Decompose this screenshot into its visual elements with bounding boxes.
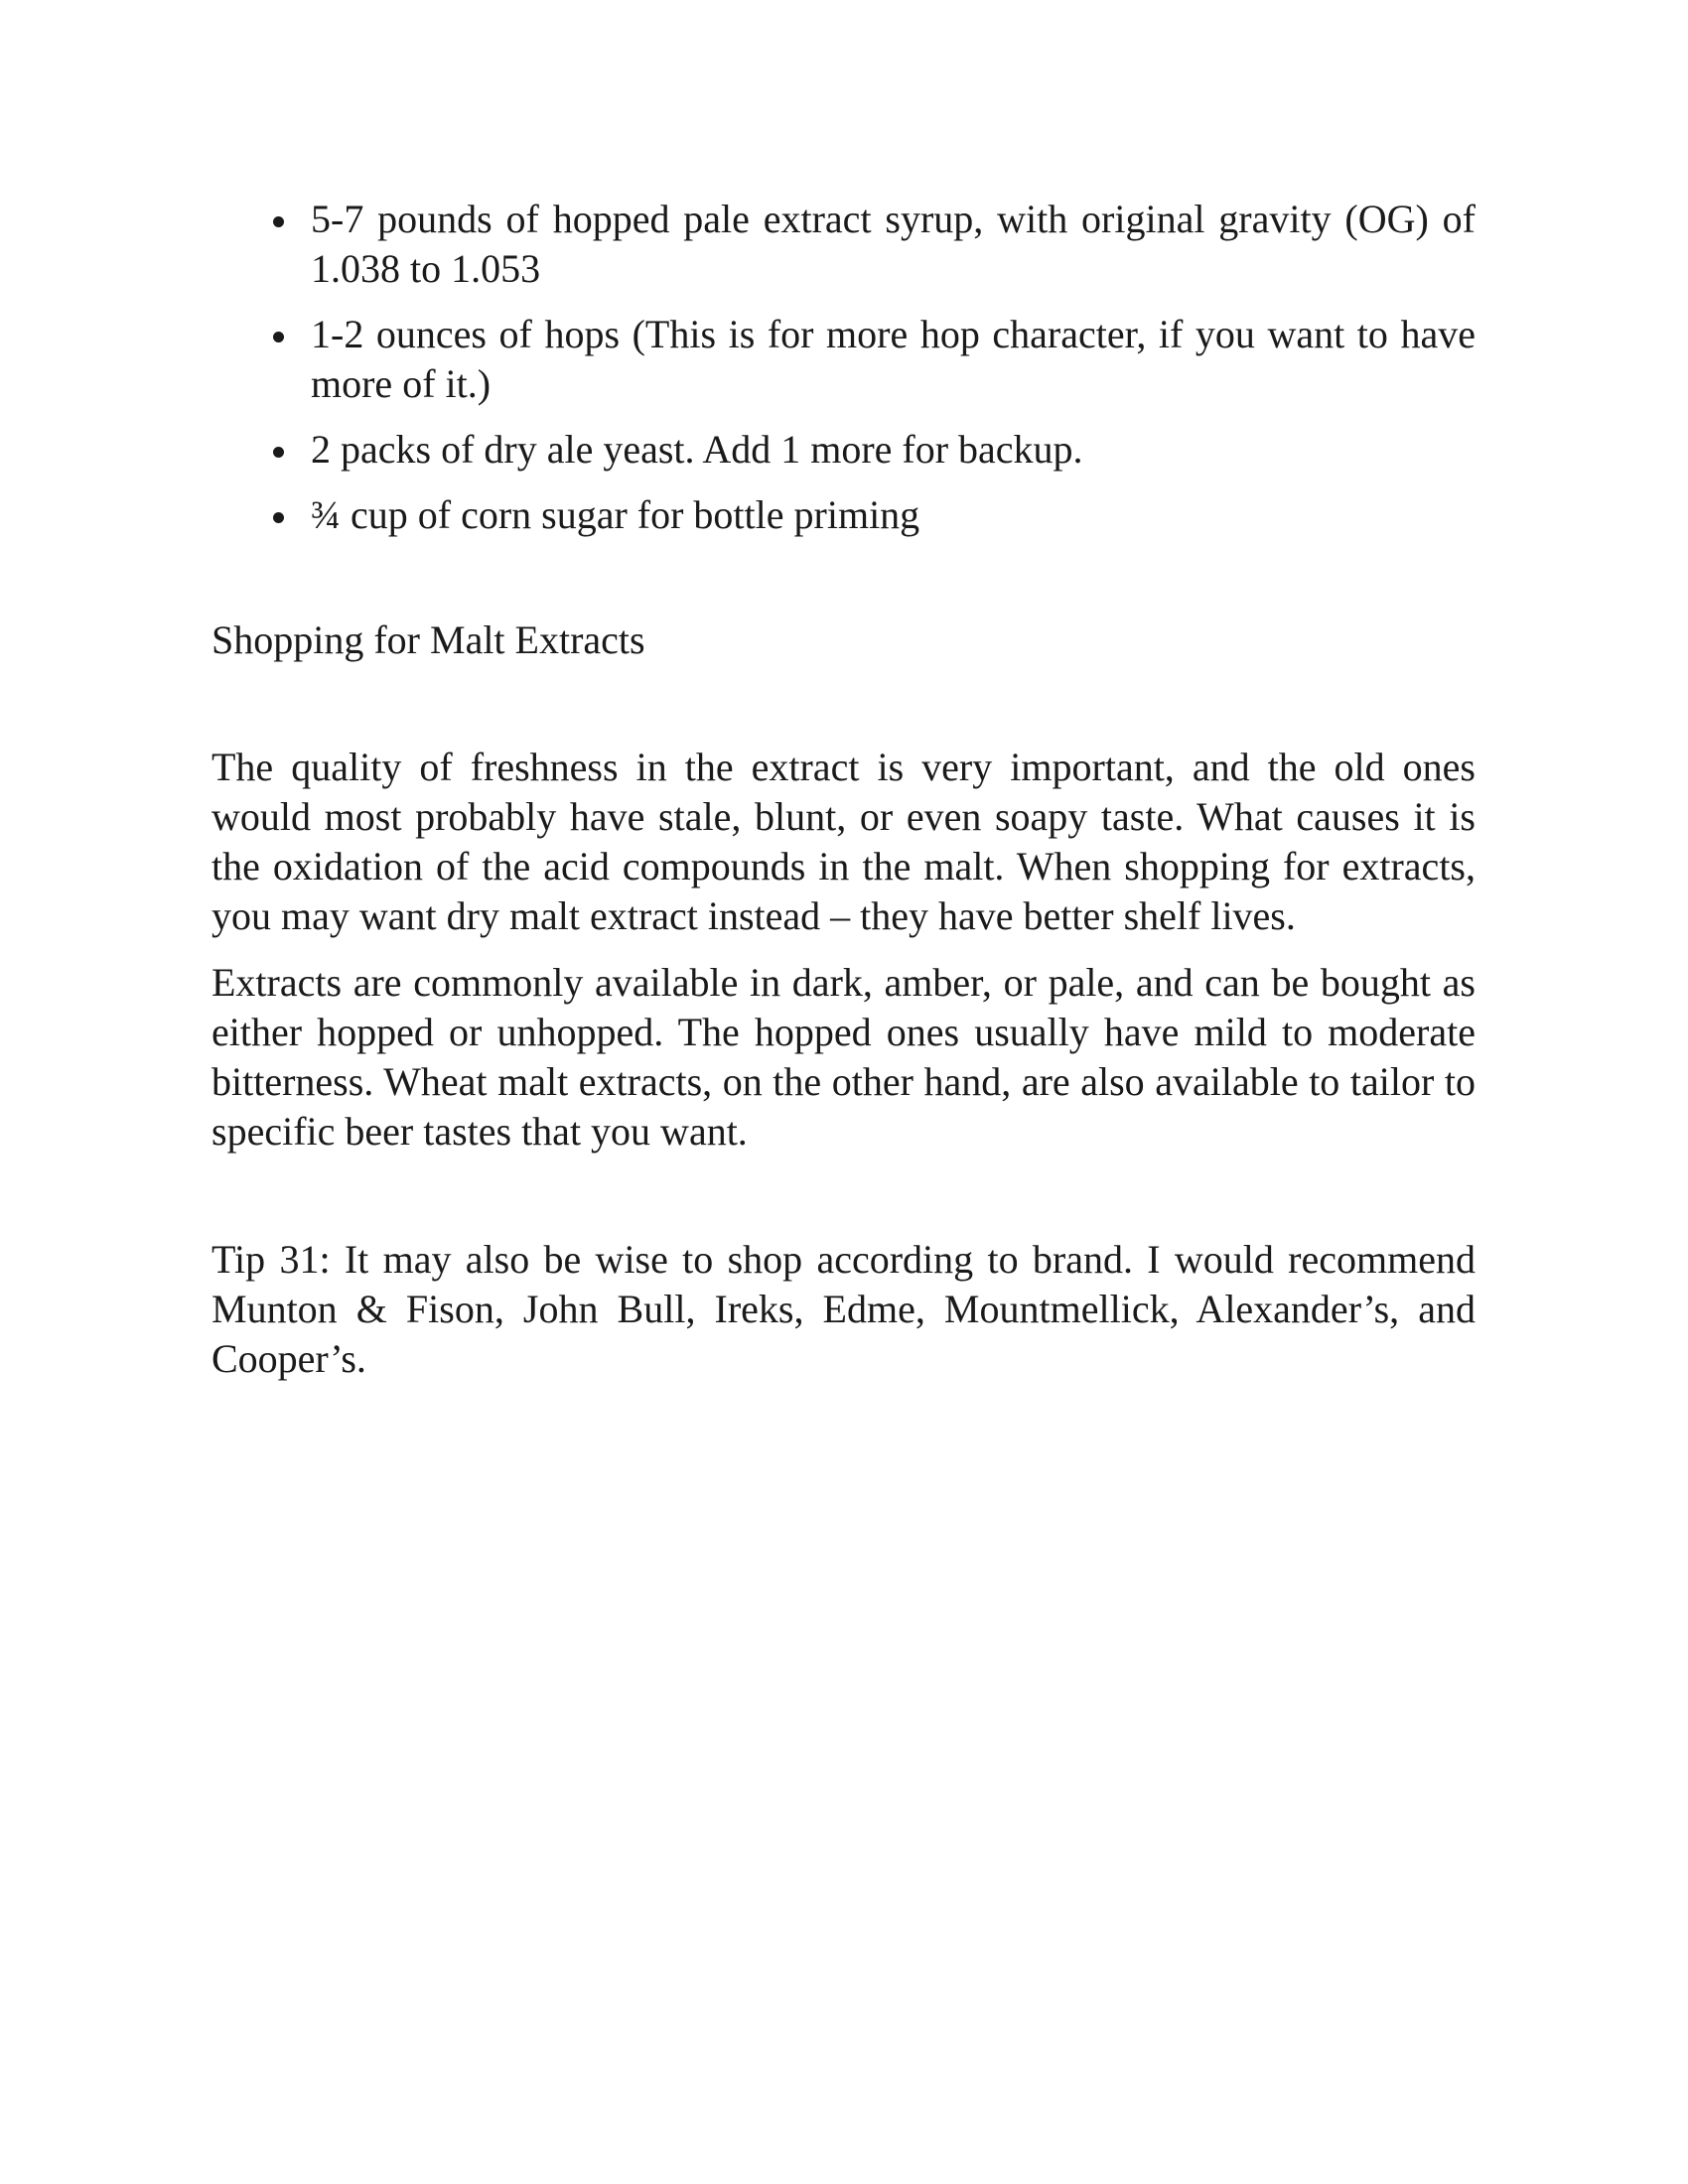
bullet-icon — [273, 512, 284, 523]
bullet-icon — [273, 447, 284, 458]
bullet-icon — [273, 332, 284, 342]
list-item-text: ¾ cup of corn sugar for bottle priming — [311, 492, 920, 537]
document-page — [211, 195, 1476, 1384]
section-heading: Shopping for Malt Extracts — [211, 617, 645, 662]
paragraph-availability: Extracts are commonly available in dark, amber, or pale, and can be bought as either hopped or unhopped. The hopped ones usually have mild to moderate bitterness. Wheat malt extracts, on the other hand, are also available to tailor to specific beer tastes that you want. — [211, 960, 1476, 1154]
bullet-icon — [273, 216, 284, 227]
list-item-text: 2 packs of dry ale yeast. Add 1 more for backup. — [311, 427, 1083, 472]
list-item — [211, 425, 1476, 475]
list-item-text: 1-2 ounces of hops (This is for more hop character, if you want to have more of it.) — [311, 312, 1476, 406]
tip-paragraph: Tip 31: It may also be wise to shop according to brand. I would recommend Munton & Fison, John Bull, Ireks, Edme, Mountmellick, Alexander’s, and Cooper’s. — [211, 1237, 1476, 1381]
list-item-text: 5-7 pounds of hopped pale extract syrup, with original gravity (OG) of 1.038 to 1.053 — [311, 197, 1476, 291]
ingredient-list — [211, 195, 1476, 540]
list-item — [211, 310, 1476, 409]
list-item — [211, 195, 1476, 294]
list-item — [211, 490, 1476, 540]
paragraph-freshness: The quality of freshness in the extract is very important, and the old ones would most probably have stale, blunt, or even soapy taste. What causes it is the oxidation of the acid compounds in the malt. When shopping for extracts, you may want dry malt extract instead – they have better shelf lives. — [211, 745, 1476, 938]
